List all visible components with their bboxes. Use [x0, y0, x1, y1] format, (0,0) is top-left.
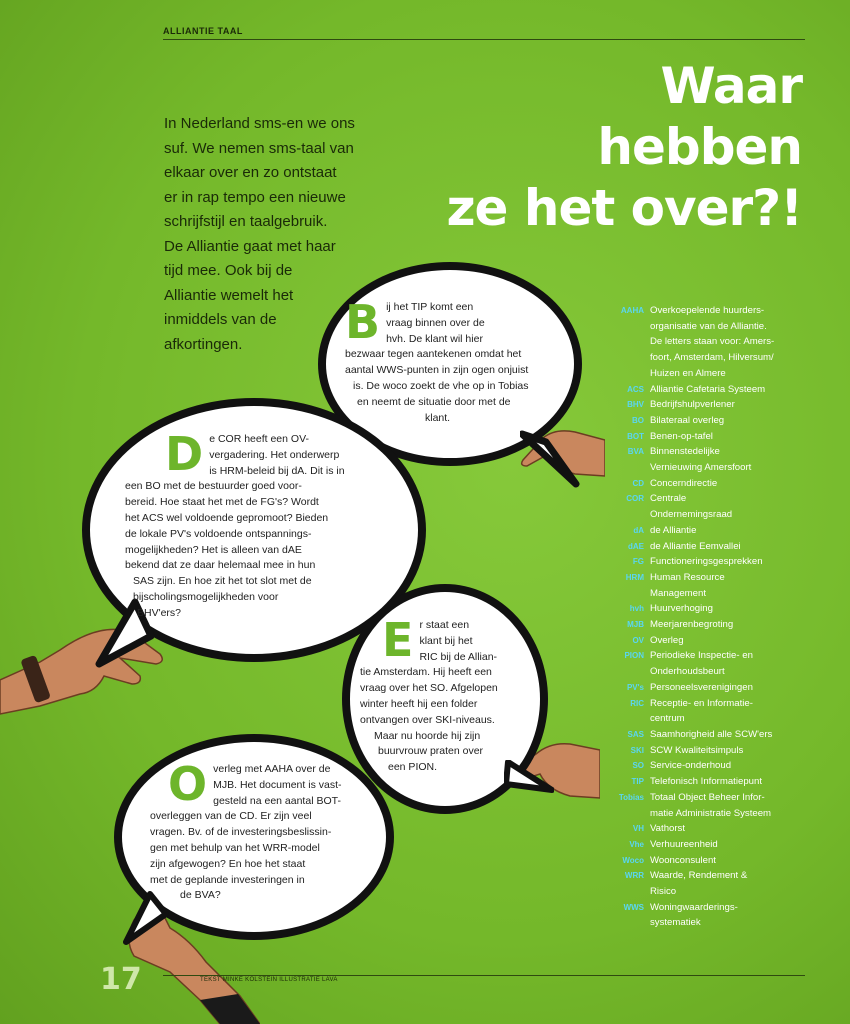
- glossary-definition-line: De letters staan voor: Amers-: [650, 336, 775, 348]
- glossary-definition-line: Binnenstedelijke: [650, 446, 720, 458]
- glossary-entry: [598, 680, 808, 696]
- glossary-entry: [598, 303, 808, 382]
- glossary-entry: [598, 743, 808, 759]
- glossary-definition-line: Vernieuwing Amersfoort: [650, 462, 752, 474]
- glossary-abbreviation: Tobias: [618, 792, 644, 802]
- drop-cap: O: [168, 757, 208, 811]
- bubble-line: gesteld na een aantal BOT-: [213, 794, 341, 807]
- bubble-line: hvh. De klant wil hier: [386, 332, 483, 345]
- glossary-abbreviation: VH: [632, 824, 644, 834]
- glossary-entry: [598, 837, 808, 853]
- glossary-definition: [650, 868, 808, 899]
- bubble-line: een BO met de bestuurder goed voor-: [125, 480, 302, 493]
- glossary-definition-line: Bilateraal overleg: [650, 414, 725, 426]
- glossary-entry: [598, 429, 808, 445]
- bubble-line: ontvangen over SKI-niveaus.: [360, 713, 495, 726]
- intro-line: Alliantie wemelt het: [164, 286, 294, 304]
- glossary-abbreviation: HRM: [625, 572, 644, 582]
- glossary-definition: [650, 853, 808, 869]
- headline-line: hebben: [597, 118, 802, 176]
- glossary-definition-line: Huurverhoging: [650, 603, 713, 615]
- glossary-definition-line: de Alliantie: [650, 524, 697, 536]
- glossary-entry: [598, 476, 808, 492]
- header-rule: [163, 39, 805, 40]
- glossary-definition: [650, 743, 808, 759]
- glossary-definition-line: Onderhoudsbeurt: [650, 666, 725, 678]
- glossary-definition-line: Ondernemingsraad: [650, 509, 733, 521]
- glossary-entry: [598, 648, 808, 679]
- page-number: 17: [100, 962, 142, 997]
- glossary-entry: [598, 397, 808, 413]
- intro-line: inmiddels van de: [164, 311, 277, 328]
- glossary-abbreviation: SAS: [627, 729, 644, 739]
- glossary-definition: [650, 837, 808, 853]
- glossary-definition-line: Risico: [650, 886, 677, 898]
- glossary-definition-line: foort, Amsterdam, Hilversum/: [650, 352, 774, 364]
- glossary-definition-line: matie Administratie Systeem: [650, 807, 772, 819]
- glossary-entry: [598, 382, 808, 398]
- glossary-abbreviation: Vhe: [629, 839, 644, 849]
- bubble-text: [125, 427, 400, 622]
- intro-line: elkaar over en zo ontstaat: [164, 164, 337, 181]
- glossary-entry: [598, 790, 808, 821]
- glossary-definition: [650, 476, 808, 492]
- bubble-line: klant bij het: [419, 634, 473, 647]
- glossary-abbreviation: BHV: [627, 400, 644, 410]
- bubble-line: Maar nu hoorde hij zijn: [374, 729, 481, 742]
- glossary-entry: [598, 413, 808, 429]
- drop-cap: D: [165, 427, 204, 481]
- glossary-entry: [598, 633, 808, 649]
- glossary-definition-line: Functioneringsgesprekken: [650, 556, 763, 568]
- drop-cap: E: [382, 613, 414, 667]
- glossary-abbreviation: Woco: [622, 855, 644, 865]
- glossary-definition-line: Management: [650, 587, 706, 599]
- glossary-abbreviation: BVA: [627, 447, 644, 457]
- intro-line: schrijfstijl en taalgebruik.: [164, 213, 328, 230]
- glossary-abbreviation: ACS: [627, 384, 644, 394]
- glossary-definition: [650, 758, 808, 774]
- bubble-line: is HRM-beleid bij dA. Dit is in: [209, 464, 345, 477]
- glossary-definition: [650, 413, 808, 429]
- glossary-definition-line: Overkoepelende huurders-: [650, 305, 765, 316]
- bubble-line: verleg met AAHA over de: [213, 763, 331, 775]
- glossary-definition: [650, 523, 808, 539]
- glossary-entry: [598, 539, 808, 555]
- glossary-abbreviation: WRR: [624, 871, 644, 881]
- bubble-line: SAS zijn. En hoe zit het tot slot met de: [133, 575, 312, 588]
- glossary-definition: [650, 539, 808, 555]
- glossary-abbreviation: SKI: [630, 745, 644, 755]
- glossary-definition-line: organisatie van de Alliantie.: [650, 320, 767, 332]
- footer-rule: [163, 975, 805, 976]
- glossary-abbreviation: dA: [633, 525, 644, 535]
- bubble-line: vergadering. Het onderwerp: [209, 448, 340, 461]
- glossary-entry: [598, 758, 808, 774]
- intro-line: afkortingen.: [164, 335, 243, 353]
- bubble-line: zijn afgewogen? En hoe het staat: [150, 857, 306, 870]
- glossary-definition: [650, 617, 808, 633]
- glossary-definition: [650, 397, 808, 413]
- glossary-definition: [650, 382, 808, 398]
- glossary-entry: [598, 554, 808, 570]
- glossary-definition: [650, 680, 808, 696]
- glossary-definition-line: Concerndirectie: [650, 477, 718, 489]
- bubble-line: BHV'ers?: [137, 606, 182, 619]
- glossary-definition: [650, 790, 808, 821]
- glossary-definition: [650, 774, 808, 790]
- glossary-definition-line: Meerjarenbegroting: [650, 619, 734, 631]
- glossary-definition-line: Overleg: [650, 634, 684, 646]
- glossary-entry: [598, 774, 808, 790]
- glossary-definition: [650, 554, 808, 570]
- glossary-definition: [650, 303, 808, 382]
- glossary-definition-line: Verhuureenheid: [650, 838, 718, 850]
- bubble-line: aantal WWS-punten in zijn ogen onjuist: [345, 364, 529, 377]
- glossary-abbreviation: OV: [632, 635, 644, 645]
- bubble-line: het ACS wel voldoende gepromoot? Bieden: [125, 511, 329, 524]
- glossary-definition-line: Woningwaarderings-: [650, 901, 738, 913]
- bubble-tail: [520, 430, 580, 490]
- intro-line: tijd mee. Ook bij de: [164, 262, 293, 279]
- abbreviation-glossary: [598, 303, 808, 931]
- glossary-abbreviation: PION: [624, 651, 644, 661]
- drop-cap: B: [345, 295, 381, 349]
- glossary-definition-line: Human Resource: [650, 571, 725, 583]
- glossary-definition: [650, 727, 808, 743]
- glossary-definition-line: Personeelsverenigingen: [650, 681, 753, 693]
- intro-line: De Alliantie gaat met haar: [164, 237, 336, 255]
- bubble-text: [345, 295, 560, 426]
- glossary-entry: [598, 868, 808, 899]
- bubble-line: vraag over het SO. Afgelopen: [360, 682, 498, 695]
- glossary-definition-line: Service-onderhoud: [650, 760, 732, 772]
- glossary-entry: [598, 523, 808, 539]
- headline: [446, 56, 802, 239]
- glossary-definition-line: Huizen en Almere: [650, 367, 726, 379]
- bubble-text: [150, 757, 375, 904]
- bubble-line: een PION.: [388, 761, 438, 774]
- glossary-definition: [650, 633, 808, 649]
- glossary-abbreviation: SO: [632, 761, 644, 771]
- bubble-line: MJB. Het document is vast-: [213, 778, 342, 791]
- glossary-entry: [598, 696, 808, 727]
- glossary-definition: [650, 648, 808, 679]
- section-kicker: ALLIANTIE TAAL: [163, 26, 243, 36]
- glossary-definition: [650, 444, 808, 475]
- glossary-abbreviation: AAHA: [620, 306, 644, 315]
- glossary-definition-line: Woonconsulent: [650, 854, 716, 866]
- glossary-definition-line: Benen-op-tafel: [650, 430, 713, 442]
- bubble-line: en neemt de situatie door met de: [357, 395, 511, 408]
- bubble-line: r staat een: [419, 619, 470, 631]
- bubble-line: vragen. Bv. of de investeringsbeslissin-: [150, 826, 332, 839]
- bubble-line: bereid. Hoe staat het met de FG's? Wordt: [125, 496, 319, 509]
- glossary-definition-line: Alliantie Cafetaria Systeem: [650, 383, 766, 395]
- glossary-definition-line: Saamhorigheid alle SCW'ers: [650, 728, 773, 740]
- glossary-definition-line: Waarde, Rendement &: [650, 870, 748, 882]
- bubble-text: [360, 613, 540, 776]
- bubble-line: bijscholingsmogelijkheden voor: [133, 590, 279, 603]
- glossary-definition: [650, 601, 808, 617]
- headline-line: ze het over?!: [446, 179, 802, 237]
- glossary-definition: [650, 821, 808, 837]
- glossary-definition-line: Periodieke Inspectie- en: [650, 650, 753, 662]
- glossary-abbreviation: PV's: [626, 682, 644, 692]
- glossary-definition: [650, 696, 808, 727]
- glossary-entry: [598, 491, 808, 522]
- glossary-abbreviation: CD: [632, 478, 644, 488]
- bubble-line: overleggen van de CD. Er zijn veel: [150, 810, 312, 823]
- bubble-line: tie Amsterdam. Hij heeft een: [360, 666, 492, 679]
- intro-line: er in rap tempo een nieuwe: [164, 188, 346, 206]
- glossary-entry: [598, 570, 808, 601]
- glossary-entry: [598, 821, 808, 837]
- glossary-definition-line: Centrale: [650, 493, 687, 505]
- bubble-line: de BVA?: [180, 889, 221, 902]
- glossary-definition-line: SCW Kwaliteitsimpuls: [650, 744, 744, 756]
- glossary-abbreviation: TIP: [631, 777, 644, 787]
- credit-line: TEKST MINKE KOLSTEIN ILLUSTRATIE LAVA: [200, 977, 338, 983]
- headline-line: Waar: [660, 57, 802, 115]
- glossary-abbreviation: BO: [632, 415, 644, 425]
- glossary-definition-line: systematiek: [650, 917, 701, 929]
- glossary-definition-line: Bedrijfshulpverlener: [650, 399, 735, 411]
- bubble-line: bezwaar tegen aantekenen omdat het: [345, 348, 522, 361]
- bubble-line: gen met behulp van het WRR-model: [150, 841, 320, 854]
- glossary-abbreviation: dAE: [628, 541, 644, 551]
- glossary-entry: [598, 853, 808, 869]
- glossary-abbreviation: hvh: [629, 604, 644, 614]
- intro-line: suf. We nemen sms-taal van: [164, 139, 354, 157]
- glossary-definition: [650, 429, 808, 445]
- bubble-line: met de geplande investeringen in: [150, 873, 305, 886]
- glossary-definition-line: de Alliantie Eemvallei: [650, 540, 741, 552]
- glossary-definition-line: centrum: [650, 713, 685, 725]
- glossary-entry: [598, 900, 808, 931]
- glossary-abbreviation: FG: [632, 557, 644, 567]
- glossary-entry: [598, 727, 808, 743]
- bubble-line: winter heeft hij een folder: [360, 697, 478, 710]
- bubble-line: is. De woco zoekt de vhe op in Tobias: [353, 379, 529, 392]
- glossary-definition: [650, 900, 808, 931]
- glossary-definition-line: Totaal Object Beheer Infor-: [650, 791, 765, 803]
- glossary-abbreviation: COR: [626, 494, 644, 504]
- glossary-definition-line: Receptie- en Informatie-: [650, 697, 753, 709]
- intro-line: In Nederland sms-en we ons: [164, 115, 355, 132]
- bubble-line: ij het TIP komt een: [386, 301, 474, 313]
- glossary-abbreviation: MJB: [627, 620, 644, 630]
- glossary-definition-line: Vathorst: [650, 823, 686, 835]
- glossary-definition: [650, 570, 808, 601]
- bubble-line: bekend dat ze daar helemaal mee in hun: [125, 559, 316, 572]
- glossary-entry: [598, 617, 808, 633]
- glossary-entry: [598, 444, 808, 475]
- bubble-line: RIC bij de Allian-: [419, 650, 498, 663]
- bubble-line: vraag binnen over de: [386, 316, 485, 329]
- bubble-line: e COR heeft een OV-: [209, 433, 309, 445]
- bubble-line: de lokale PV's voldoende ontspannings-: [125, 527, 312, 540]
- glossary-abbreviation: BOT: [627, 431, 644, 441]
- glossary-abbreviation: RIC: [630, 698, 644, 708]
- glossary-abbreviation: WWS: [623, 902, 644, 912]
- glossary-entry: [598, 601, 808, 617]
- glossary-definition-line: Telefonisch Informatiepunt: [650, 776, 762, 788]
- glossary-definition: [650, 491, 808, 522]
- bubble-line: mogelijkheden? Het is alleen van dAE: [125, 543, 302, 556]
- bubble-line: klant.: [425, 411, 451, 424]
- bubble-line: buurvrouw praten over: [378, 745, 484, 758]
